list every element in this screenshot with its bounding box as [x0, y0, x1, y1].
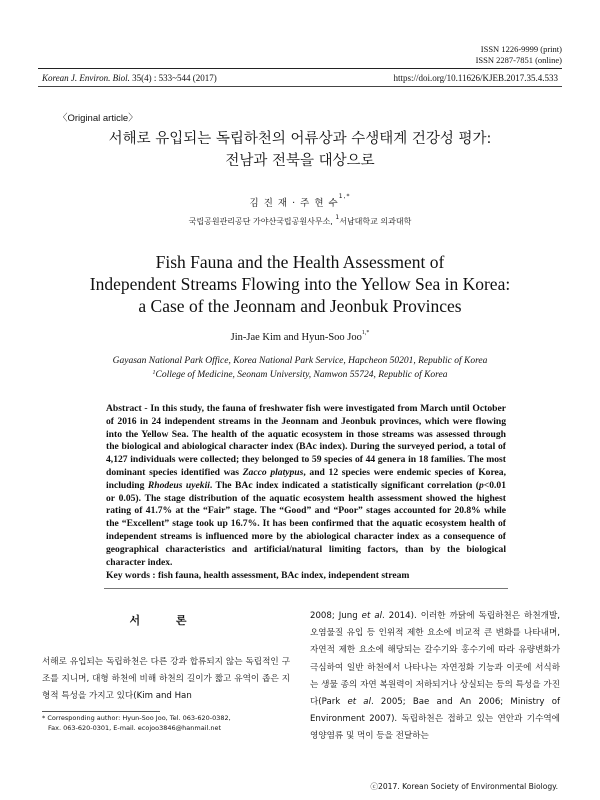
korean-author-sup: 1,*	[338, 193, 351, 200]
abstract-part2: , and 12 species were endemic species of Korea, including	[106, 466, 506, 491]
korean-title-line1: 서해로 유입되는 독립하천의 어류상과 수생태계 건강성 평가:	[108, 131, 492, 147]
left-column-text: 서해로 유입되는 독립하천은 다른 강과 합류되지 않는 독립적인 구조를 지니며, 대형 하천에 비해 하천의 길이가 짧고 유역이 좁은 지형적 특성을 가지고 있다(Kim and Han	[42, 657, 290, 702]
header-rule-bottom	[38, 86, 562, 87]
english-title-line2: Independent Streams Flowing into the Yellow Sea in Korea:	[89, 274, 511, 294]
abstract-species1: Zacco platypus	[242, 466, 304, 478]
english-authors	[0, 332, 600, 343]
right-text-part3: . 2005; Bae and An 2006; Ministry of Environment 2007). 독립하천은 접하고 있는 연안과 기수역에 영양염류 및 먹이 등을 전달하는	[310, 697, 560, 742]
english-affil2-sup: 1	[152, 370, 156, 376]
abstract	[106, 403, 506, 569]
english-affil-line2: College of Medicine, Seonam University, Namwon 55724, Republic of Korea	[155, 370, 448, 380]
footnote-line2: Fax. 063-620-0301, E-mail. ecojoo3846@hanmail.net	[48, 723, 222, 732]
header-rule	[38, 68, 562, 69]
english-affil-line1: Gayasan National Park Office, Korea National Park Service, Hapcheon 50201, Republic of Korea	[112, 356, 488, 366]
right-column-text	[310, 608, 560, 746]
keywords	[106, 570, 506, 581]
keywords-rule	[104, 588, 508, 589]
keywords-text: fish fauna, health assessment, BAc index, independent stream	[157, 570, 410, 581]
abstract-part4: <0.01 or 0.05). The stage distribution of the aquatic ecosystem health assessment showed the highest rating of 41.7% at the “Fair” stage. The “Good” and “Poor” stages accounted for 20.8% while the “Excellent” stage took up 16.7%. It has been confirmed that the aquatic ecosystem health of independent streams is influenced more by the abiological character index as a consequence of geographical characteristics and artificial/natural limiting factors, than by the biological character index.	[106, 479, 506, 568]
abstract-label: Abstract	[106, 403, 142, 414]
right-text-part2: . 2014). 이러한 까닭에 독립하천은 하천개발, 오염물질 유입 등 인위적 제한 요소에 비교적 큰 변화를 나타내며, 자연적 제한 요소에 해당되는 갈수기와 홍수기에 따라 유량변화가 극심하여 일반 하천에서 나타나는 자연정화 기능과 이곳에 서식하는 생물 종의 자연 복원력이 저하되거나 상실되는 등의 특성을 가진다(Park	[310, 611, 560, 708]
abstract-part1: In this study, the fauna of freshwater fish were investigated from March until October of 2016 in 24 independent streams in the Jeonnam and Jeonbuk provinces, which were flowing into the Yellow Sea. The health of the aquatic ecosystem in those streams was assessed through the biological and abiological character index (BAc index). During the surveyed period, a total of 4,127 individuals were collected; they belonged to 59 species of 44 genera in 18 families. The most dominant species identified was	[106, 403, 507, 478]
section-heading-introduction: 서 론	[129, 614, 203, 627]
journal-citation	[42, 73, 217, 83]
footnote-rule	[42, 711, 160, 712]
issn-block	[476, 44, 562, 66]
right-text-part1: 2008; Jung	[310, 611, 362, 621]
korean-affiliation	[0, 216, 600, 227]
right-text-etal1: et al	[361, 611, 382, 621]
abstract-species2: Rhodeus uyekii	[147, 479, 210, 491]
footnote-line1: * Corresponding author: Hyun-Soo Joo, Tel. 063-620-0382,	[42, 714, 231, 722]
english-author-sup: 1,*	[361, 330, 370, 336]
english-author-names: Jin-Jae Kim and Hyun-Soo Joo	[230, 332, 362, 343]
article-type: 〈Original article〉	[58, 113, 138, 124]
korean-title	[0, 128, 600, 172]
issn-online: ISSN 2287-7851 (online)	[475, 55, 562, 65]
corresponding-author-footnote	[42, 714, 292, 733]
right-text-etal2: et al	[347, 697, 371, 708]
korean-author-names: 김 진 재 · 주 현 수	[249, 198, 339, 209]
journal-name: Korean J. Environ. Biol.	[42, 73, 130, 83]
issn-print: ISSN 1226-9999 (print)	[480, 44, 562, 54]
english-affil-line2-wrap	[0, 368, 600, 382]
english-title	[0, 251, 600, 317]
korean-authors	[0, 195, 600, 209]
keywords-label: Key words :	[106, 570, 158, 581]
english-title-line1: Fish Fauna and the Health Assessment of	[155, 252, 445, 272]
korean-affil-sup: 1	[335, 214, 340, 221]
english-affiliation	[0, 354, 600, 382]
abstract-p-symbol: p	[478, 479, 484, 491]
doi-link[interactable]: https://doi.org/10.11626/KJEB.2017.35.4.533	[393, 73, 558, 83]
english-title-line3: a Case of the Jeonnam and Jeonbuk Provinces	[138, 296, 462, 316]
korean-affil-main: 국립공원관리공단 가야산국립공원사무소,	[188, 217, 336, 226]
journal-issue: 35(4) : 533~544 (2017)	[129, 73, 217, 83]
abstract-dash: -	[141, 403, 151, 414]
korean-affil-second: 서남대학교 의과대학	[339, 217, 412, 226]
copyright: ⓒ2017. Korean Society of Environmental Biology.	[370, 782, 558, 791]
abstract-part3: . The BAc index indicated a statistically significant correlation (	[209, 479, 479, 491]
korean-title-line2: 전남과 전북을 대상으로	[225, 153, 375, 169]
